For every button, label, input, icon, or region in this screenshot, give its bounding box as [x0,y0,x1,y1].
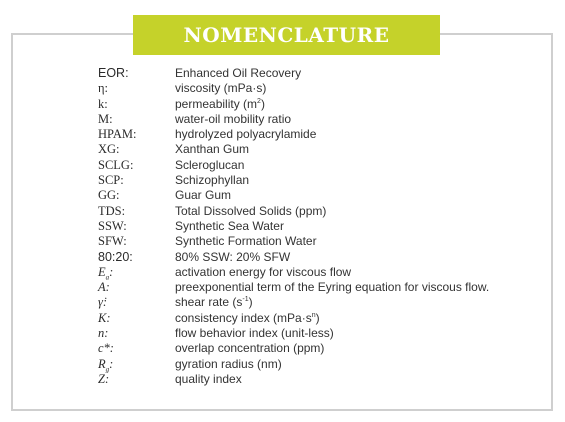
definition: flow behavior index (unit-less) [175,326,334,341]
term: γ̇: [98,295,108,310]
definition-superscript: -1 [242,296,249,304]
entry-hpam [98,127,538,142]
term: 80:20: [98,249,133,264]
term: SCLG: [98,157,134,172]
definition-text: permeability (m [175,96,258,111]
term: GG: [98,188,120,203]
definition: quality index [175,371,242,386]
nomenclature-list [98,66,538,387]
entry-permeability [98,97,538,112]
term: TDS: [98,203,126,218]
definition: Xanthan Gum [175,142,250,157]
definition: viscosity (mPa·s) [175,81,267,96]
term: M: [98,111,113,126]
term: c*: [98,341,114,356]
entry-scp [98,173,538,188]
definition: Synthetic Formation Water [175,234,317,249]
entry-eor [98,66,538,81]
term-suffix: : [109,356,114,371]
term: SSW: [98,218,127,233]
definition: gyration radius (nm) [175,356,282,371]
definition [175,311,320,326]
entry-quality-index [98,372,538,387]
entry-activation-energy [98,265,538,280]
definition: Guar Gum [175,188,232,203]
entry-consistency-index [98,311,538,326]
definition-text: shear rate (s [175,295,243,310]
term: Z: [98,371,110,386]
definition: preexponential term of the Eyring equation for viscous flow. [175,280,490,295]
definition [175,295,253,310]
entry-sclg [98,158,538,173]
term: EOR: [98,66,129,80]
entry-ssw [98,219,538,234]
term-suffix: : [109,264,114,279]
term: k: [98,96,108,111]
term: SCP: [98,173,124,188]
entry-viscosity [98,81,538,96]
definition: Enhanced Oil Recovery [175,66,302,80]
entry-overlap-concentration [98,341,538,356]
definition-superscript: 2 [257,97,261,105]
definition: overlap concentration (ppm) [175,341,325,356]
definition [175,97,265,112]
term [98,357,175,372]
definition: hydrolyzed polyacrylamide [175,127,317,142]
entry-sfw [98,234,538,249]
term: A: [98,280,110,295]
definition: Synthetic Sea Water [175,218,284,233]
entry-mobility-ratio [98,112,538,127]
definition: Schizophyllan [175,173,250,188]
term [98,265,175,280]
definition-suffix: ) [260,96,265,111]
definition-suffix: ) [248,295,253,310]
definition-superscript: n [311,311,316,319]
term-subscript: g [105,365,110,374]
entry-flow-behavior-index [98,326,538,341]
entry-tds [98,204,538,219]
definition: Total Dissolved Solids (ppm) [175,203,327,218]
entry-preexponential [98,280,538,295]
entry-shear-rate [98,295,538,310]
term: SFW: [98,234,127,249]
entry-gyration-radius [98,357,538,372]
term: K: [98,310,111,325]
nomenclature-banner [133,15,440,55]
term: HPAM: [98,127,137,142]
entry-gg [98,188,538,203]
term: η: [98,81,109,96]
definition-suffix: ) [315,310,320,325]
entry-80-20 [98,250,538,265]
nomenclature-title: NOMENCLATURE [183,23,390,47]
definition: Scleroglucan [175,157,245,172]
term-text: E [98,264,106,279]
definition-text: consistency index (mPa·s [175,310,312,325]
term: n: [98,326,109,341]
entry-xg [98,142,538,157]
definition: activation energy for viscous flow [175,264,352,279]
term-subscript: a [105,273,110,282]
term: XG: [98,142,120,157]
definition: water-oil mobility ratio [175,111,292,126]
term-text: R [98,356,106,371]
definition: 80% SSW: 20% SFW [175,249,291,264]
